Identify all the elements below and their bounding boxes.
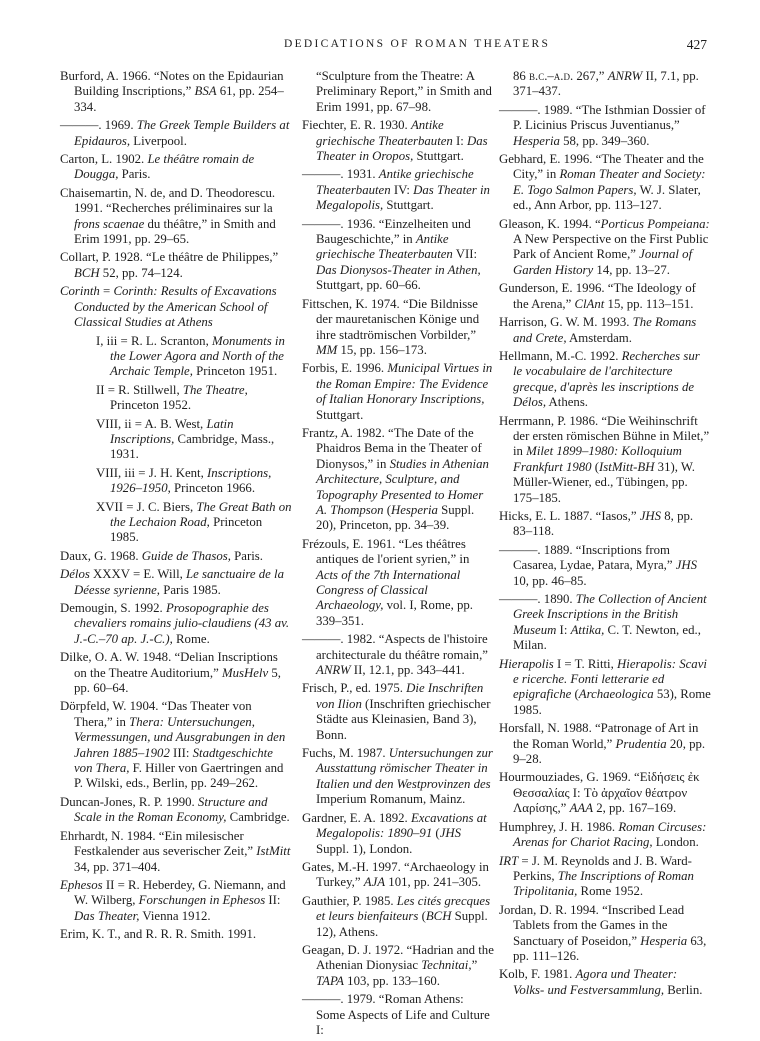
entry-text: Hicks, E. L. 1887. “Iasos,”	[499, 508, 640, 523]
entry-text: Cambridge.	[226, 810, 290, 825]
entry-text: 14, pp. 13–27.	[593, 262, 670, 277]
entry-italic-text: The Greek Temple Builders at Epidauros,	[74, 118, 290, 148]
entry-italic-text: Corinth: Results of Excavations Conducted by the American School of Classical Studies at Athens	[74, 284, 277, 330]
entry-text: XXXV = E. Will,	[89, 567, 187, 582]
entry-text: Suppl. 12), Athens.	[316, 909, 488, 939]
entry-italic-text: BCH	[425, 909, 452, 924]
entry-italic-text: Das Theater in Oropos,	[316, 133, 488, 164]
bibliography-entry	[302, 297, 494, 359]
bibliography-entry	[302, 632, 494, 678]
bibliography-entry	[60, 601, 292, 647]
entry-text: ———. 1982. “Aspects de l'histoire architecturale du théâtre romain,”	[302, 632, 488, 662]
bibliography-entry	[60, 829, 292, 875]
entry-text: A New Perspective on the First Public Park of Ancient Rome,”	[513, 232, 709, 262]
entry-italic-text: Das Theater in Megalopolis,	[316, 182, 490, 213]
entry-italic-text: Acts of the 7th International Congress of Classical Archaeology,	[316, 567, 461, 613]
entry-italic-text: Antike griechische Theaterbauten	[316, 167, 474, 197]
bibliography-column-2	[302, 69, 494, 1041]
entry-text: (	[591, 459, 600, 474]
entry-text: = J. M. Reynolds and J. B. Ward-Perkins,	[513, 853, 692, 883]
entry-italic-text: JHS	[639, 508, 662, 523]
entry-text: I:	[556, 622, 571, 637]
page-number: 427	[686, 37, 707, 52]
entry-text: IV:	[390, 182, 414, 197]
bibliography-entry	[302, 167, 494, 213]
bibliography-entry	[60, 549, 292, 564]
entry-text: 52, pp. 74–124.	[99, 265, 183, 280]
bibliography-entry	[60, 500, 292, 546]
bibliography-entry	[302, 943, 494, 989]
entry-italic-text: IstMitt	[256, 844, 291, 859]
bibliography-entry	[499, 414, 711, 506]
entry-italic-text: MM	[316, 342, 338, 357]
bibliography-entry	[499, 903, 711, 965]
entry-italic-text: Prosopographie des chevaliers romains julio-claudiens (43 av. J.-C.–70 ap. J.-C.),	[74, 601, 290, 646]
bibliography-entry	[499, 854, 711, 900]
entry-text: (	[432, 826, 440, 841]
entry-text: 53), Rome 1985.	[513, 687, 711, 717]
entry-italic-text: Untersuchungen zur Ausstattung römischer Theater in Italien und den Westprovinzen des	[316, 746, 493, 791]
bibliography-entry	[499, 657, 711, 719]
bibliography-entry	[60, 69, 292, 115]
entry-italic-text: ClAnt	[574, 296, 605, 311]
entry-italic-text: Recherches sur le vocabulaire de l'architecture grecque, d'après les inscriptions de Délos,	[513, 348, 700, 410]
bibliography-entry	[60, 567, 292, 598]
entry-text: Suppl. 1), London.	[316, 841, 413, 856]
entry-italic-text: TAPA	[316, 973, 344, 988]
entry-text: Stuttgart.	[316, 407, 364, 422]
bibliography-entry	[302, 860, 494, 891]
entry-text: I, iii = R. L. Scranton,	[96, 333, 212, 348]
entry-italic-text: The Collection of Ancient Greek Inscriptions in the British Museum	[513, 592, 707, 637]
entry-text: Frézouls, E. 1961. “Les théâtres antiques de l'orient syrien,” in	[302, 536, 470, 567]
entry-text: (	[418, 909, 426, 924]
entry-italic-text: The Romans and Crete,	[513, 315, 697, 345]
entry-text: II, 7.1, pp. 371–437.	[513, 69, 699, 99]
bibliography-entry	[60, 417, 292, 463]
entry-text: Frisch, P., ed. 1975.	[302, 681, 407, 696]
entry-italic-text: Guide de Thasos,	[141, 548, 231, 563]
bibliography-entry	[60, 284, 292, 330]
bibliography-entry	[60, 795, 292, 826]
entry-text: Duncan-Jones, R. P. 1990.	[60, 794, 198, 809]
entry-text: Suppl. 20), Princeton, pp. 34–39.	[316, 502, 475, 533]
entry-italic-text: Corinth	[60, 284, 100, 299]
bibliography-entry	[60, 250, 292, 281]
entry-italic-text: Roman Circuses: Arenas for Chariot Racing,	[513, 819, 707, 850]
entry-text: Humphrey, J. H. 1986.	[499, 819, 619, 834]
entry-italic-text: Latin Inscriptions,	[110, 416, 234, 446]
bibliography-entry	[60, 334, 292, 380]
bibliography-entry	[302, 217, 494, 294]
entry-text: Ehrhardt, N. 1984. “Ein milesischer Festkalender aus severischer Zeit,”	[60, 828, 257, 859]
entry-text: C. T. Newton, ed., Milan.	[513, 622, 701, 653]
bibliography-entry	[60, 383, 292, 414]
bibliography-entry	[60, 152, 292, 183]
bibliography-entry	[60, 466, 292, 497]
entry-text: ”	[471, 958, 478, 973]
entry-text: du théâtre,” in Smith and Erim 1991, pp. 29–65.	[74, 216, 276, 247]
entry-text: Collart, P. 1928. “Le théâtre de Philippes,”	[60, 250, 279, 265]
entry-text: 58, pp. 349–360.	[559, 133, 650, 148]
bibliography-entry	[499, 217, 711, 279]
entry-italic-text: IRT	[499, 853, 519, 868]
entry-italic-text: Ephesos	[60, 877, 103, 892]
entry-text: London.	[652, 835, 699, 850]
entry-italic-text: Municipal Virtues in the Roman Empire: The Evidence of Italian Honorary Inscriptions,	[316, 361, 493, 407]
entry-text: Frantz, A. 1982. “The Date of the Phaidros Bema in the Theater of Dionysos,” in	[302, 425, 482, 471]
entry-italic-text: The Theatre,	[182, 382, 248, 397]
entry-text: Gebhard, E. 1996. “The Theater and the City,” in	[499, 152, 704, 182]
entry-italic-text: BCH	[74, 265, 100, 280]
entry-text: 101, pp. 241–305.	[385, 875, 482, 890]
bibliography-entry	[302, 537, 494, 629]
entry-text: Princeton 1966.	[170, 481, 256, 496]
entry-text: II, 12.1, pp. 343–441.	[350, 663, 465, 678]
bibliography-entry	[302, 118, 494, 164]
entry-text: II:	[265, 893, 281, 908]
entry-italic-text: frons scaenae	[74, 216, 145, 231]
entry-text: Gauthier, P. 1985.	[302, 893, 397, 908]
entry-text: I:	[452, 133, 468, 148]
entry-text: Fiechter, E. R. 1930.	[302, 118, 411, 133]
entry-text: 20, pp. 9–28.	[513, 736, 706, 767]
entry-italic-text: Archaeologica	[578, 687, 654, 702]
entry-italic-text: Agora und Theater: Volks- und Festversammlung,	[513, 967, 678, 997]
entry-text: Vienna 1912.	[139, 908, 211, 923]
entry-text: II = R. Stillwell,	[96, 382, 183, 397]
entry-italic-text: Attika,	[570, 622, 605, 637]
entry-italic-text: AJA	[363, 875, 386, 890]
entry-text: Cambridge, Mass., 1931.	[110, 431, 275, 462]
entry-text: Fittschen, K. 1974. “Die Bildnisse der mauretanischen Könige und ihre stadtrömischen Vorbilder,”	[302, 296, 480, 342]
entry-text: Paris 1985.	[160, 582, 221, 597]
bibliography-column-3	[499, 69, 711, 1001]
bibliography-entry	[60, 699, 292, 791]
entry-text: Chaisemartin, N. de, and D. Theodorescu. 1991. “Recherches préliminaires sur la	[60, 185, 276, 216]
entry-text: Forbis, E. 1996.	[302, 361, 388, 376]
entry-text: Gunderson, E. 1996. “The Ideology of the Arena,”	[499, 281, 696, 311]
entry-italic-text: JHS	[675, 558, 698, 573]
entry-text: Amsterdam.	[566, 330, 632, 345]
entry-italic-text: Technitai,	[421, 958, 472, 973]
bibliography-entry	[60, 650, 292, 696]
entry-text: Daux, G. 1968.	[60, 548, 142, 563]
entry-italic-text: BSA	[194, 84, 217, 99]
bibliography-entry	[302, 681, 494, 743]
entry-italic-text: IstMitt-BH	[599, 459, 655, 474]
bibliography-entry	[499, 69, 711, 100]
bibliography-entry	[499, 770, 711, 816]
bibliography-entry	[499, 543, 711, 589]
entry-text: 86	[513, 69, 529, 83]
entry-text: VIII, iii = J. H. Kent,	[96, 465, 207, 480]
entry-italic-text: Hierapolis	[499, 656, 554, 671]
entry-text: ———. 1889. “Inscriptions from Casarea, Lydae, Patara, Myra,”	[499, 542, 676, 573]
bibliography-entry	[499, 281, 711, 312]
entry-text: 8, pp. 83–118.	[513, 508, 694, 539]
entry-text: 5, pp. 60–64.	[74, 665, 281, 696]
entry-text: Dörpfeld, W. 1904. “Das Theater von Thera,” in	[60, 699, 252, 729]
entry-text: Demougin, S. 1992.	[60, 601, 166, 615]
entry-text: Dilke, O. A. W. 1948. “Delian Inscriptions on the Theatre Auditorium,”	[60, 650, 278, 680]
entry-italic-text: Studies in Athenian Architecture, Sculpture, and Topography Presented to Homer A. Thompson	[316, 456, 489, 517]
entry-italic-text: Délos	[60, 567, 90, 582]
entry-text: Geagan, D. J. 1972. “Hadrian and the Athenian Dionysiac	[302, 942, 494, 973]
entry-italic-text: The Great Bath on the Lechaion Road,	[110, 499, 292, 529]
entry-italic-text: Milet 1899–1980: Kolloquium Frankfurt 1980	[513, 444, 682, 474]
entry-text: 15, pp. 156–173.	[337, 342, 427, 357]
entry-text: ———. 1979. “Roman Athens: Some Aspects of Life and Culture I:	[302, 992, 490, 1037]
entry-italic-text: JHS	[439, 826, 462, 841]
entry-text: 103, pp. 133–160.	[343, 973, 440, 988]
entry-text: Kolb, F. 1981.	[499, 967, 576, 982]
entry-text: (	[571, 687, 579, 702]
entry-italic-text: ANRW	[607, 69, 643, 83]
entry-text: 10, pp. 46–85.	[513, 573, 587, 588]
entry-text: Horsfall, N. 1988. “Patronage of Art in the Roman World,”	[499, 721, 699, 751]
entry-text: Imperium Romanum, Mainz.	[316, 792, 466, 807]
entry-text: =	[99, 284, 114, 299]
entry-text: 34, pp. 371–404.	[74, 859, 161, 874]
bibliography-entry	[302, 361, 494, 423]
entry-text: 63, pp. 111–126.	[513, 933, 707, 963]
entry-text: b.c.–a.d.	[529, 69, 574, 83]
entry-text: ———. 1969.	[60, 118, 137, 133]
entry-italic-text: The Inscriptions of Roman Tripolitania,	[513, 868, 694, 899]
entry-text: Princeton 1951.	[192, 364, 278, 379]
entry-italic-text: Journal of Garden History	[513, 247, 693, 277]
entry-italic-text: Les cités grecques et leurs bienfaiteurs	[316, 893, 491, 924]
bibliography-entry	[60, 118, 292, 149]
bibliography-entry	[499, 721, 711, 767]
entry-text: 2, pp. 167–169.	[593, 801, 677, 816]
entry-italic-text: Hesperia	[513, 133, 560, 148]
bibliography-entry	[499, 820, 711, 851]
entry-italic-text: AAA	[569, 801, 594, 816]
bibliography-entry	[499, 592, 711, 654]
bibliography-entry	[499, 103, 711, 149]
entry-italic-text: Inscriptions, 1926–1950,	[110, 465, 272, 496]
running-head: DEDICATIONS OF ROMAN THEATERS	[284, 38, 551, 50]
entry-text: Stuttgart.	[413, 149, 464, 164]
entry-text: 61, pp. 254–334.	[74, 84, 284, 114]
page-header	[0, 37, 760, 57]
entry-italic-text: Hesperia	[391, 502, 438, 517]
entry-italic-text: Die Inschriften von Ilion	[316, 681, 484, 711]
entry-text: Paris.	[230, 548, 263, 563]
entry-italic-text: Excavations at Megalopolis: 1890–91	[316, 810, 487, 841]
bibliography-entry	[499, 152, 711, 214]
bibliography-entry	[302, 992, 494, 1038]
entry-text: Fuchs, M. 1987.	[302, 746, 389, 761]
entry-text: VIII, ii = A. B. West,	[96, 416, 207, 431]
entry-text: Princeton 1985.	[110, 514, 263, 545]
entry-text: Erim, K. T., and R. R. R. Smith. 1991.	[60, 927, 257, 942]
entry-text: II = R. Heberdey, G. Niemann, and W. Wilberg,	[74, 877, 286, 908]
entry-text: Rome 1952.	[577, 884, 644, 899]
entry-italic-text: Structure and Scale in the Roman Economy,	[74, 794, 268, 825]
entry-italic-text: Le théâtre romain de Dougga,	[74, 152, 255, 182]
entry-text: (	[383, 502, 392, 517]
bibliography-entry	[302, 811, 494, 857]
entry-italic-text: Thera: Untersuchungen, Vermessungen, und Ausgrabungen in den Jahren 1885–1902	[74, 714, 286, 760]
entry-italic-text: Forschungen in Ephesos	[138, 893, 266, 908]
entry-text: XVII = J. C. Biers,	[96, 499, 197, 514]
entry-text: Liverpool.	[130, 133, 187, 148]
entry-italic-text: MusHelv	[221, 665, 269, 680]
entry-italic-text: Roman Theater and Society: E. Togo Salmon Papers,	[513, 167, 706, 197]
entry-text: Hellmann, M.-C. 1992.	[499, 348, 622, 363]
bibliography-entry	[60, 878, 292, 924]
bibliography-entry	[499, 967, 711, 998]
bibliography-column-1	[60, 69, 292, 946]
entry-text: Herrmann, P. 1986. “Die Weihinschrift der ersten römischen Bühne in Milet,” in	[499, 413, 710, 459]
entry-text: Gleason, K. 1994. “	[499, 216, 601, 231]
entry-text: Berlin.	[664, 982, 703, 997]
entry-text: ———. 1989. “The Isthmian Dossier of P. Licinius Priscus Juventianus,”	[499, 102, 706, 133]
entry-text: 267,”	[573, 69, 608, 83]
entry-text: ———. 1890.	[499, 592, 576, 606]
entry-italic-text: Prudentia	[615, 736, 667, 751]
entry-text: Stuttgart, pp. 60–66.	[316, 278, 421, 293]
bibliography-entry	[302, 894, 494, 940]
bibliography-entry	[302, 746, 494, 808]
entry-text: ———. 1936. “Einzelheiten und Baugeschichte,” in	[302, 216, 471, 247]
entry-text: Rome.	[172, 631, 210, 646]
entry-text: Paris.	[118, 167, 151, 182]
entry-text: Gardner, E. A. 1892.	[302, 810, 411, 825]
entry-text: Hourmouziades, G. 1969. “Εἰδήσεις ἐκ Θεσσαλίας I: Τὸ ἀρχαῖον θέατρον Λαρίσης,”	[499, 770, 700, 816]
entry-italic-text: Das Theater,	[74, 908, 140, 923]
entry-text: VII:	[452, 247, 478, 262]
entry-italic-text: Porticus Pompeiana:	[600, 216, 710, 231]
entry-text: F. Hiller von Gaertringen and P. Wilski, eds., Berlin, pp. 249–262.	[74, 761, 284, 791]
entry-text: Princeton 1952.	[110, 398, 192, 413]
entry-italic-text: Das Dionysos-Theater in Athen,	[316, 262, 481, 277]
bibliography-entry	[60, 927, 292, 942]
entry-text: Carton, L. 1902.	[60, 152, 148, 167]
entry-text: Gates, M.-H. 1997. “Archaeology in Turkey,”	[302, 859, 489, 890]
entry-italic-text: Hierapolis: Scavi e ricerche. Fonti letterarie ed epigrafiche	[513, 656, 707, 702]
bibliography-entry	[499, 509, 711, 540]
bibliography-entry	[302, 69, 494, 115]
entry-italic-text: Antike griechische Theaterbauten	[316, 232, 453, 262]
entry-text: ———. 1931.	[302, 167, 379, 182]
entry-text: Jordan, D. R. 1994. “Inscribed Lead Tablets from the Games in the Sanctuary of Poseidon,”	[499, 902, 685, 948]
entry-text: Harrison, G. W. M. 1993.	[499, 315, 633, 330]
entry-italic-text: Monuments in the Lower Agora and North of the Archaic Temple,	[110, 333, 285, 379]
entry-text: Athens.	[546, 395, 589, 410]
entry-text: I = T. Ritti,	[553, 656, 618, 671]
entry-text: vol. I, Rome, pp. 339–351.	[316, 598, 473, 628]
bibliography-entry	[499, 315, 711, 346]
bibliography-entry	[302, 426, 494, 534]
entry-italic-text: ANRW	[316, 663, 351, 678]
entry-italic-text: Antike griechische Theaterbauten	[316, 118, 453, 148]
entry-italic-text: Hesperia	[640, 933, 688, 948]
entry-text: III:	[169, 745, 193, 760]
entry-text: W. J. Slater, ed., Ann Arbor, pp. 113–127.	[513, 182, 701, 213]
entry-text: 15, pp. 113–151.	[604, 296, 694, 311]
bibliography-entry	[499, 349, 711, 411]
bibliography-entry	[60, 186, 292, 248]
entry-text: Burford, A. 1966. “Notes on the Epidaurian Building Inscriptions,”	[60, 69, 284, 99]
entry-italic-text: Le sanctuaire de la Déesse syrienne,	[74, 567, 285, 597]
entry-text: “Sculpture from the Theatre: A Preliminary Report,” in Smith and Erim 1991, pp. 67–98.	[316, 69, 492, 114]
entry-italic-text: Stadtgeschichte von Thera,	[74, 745, 273, 776]
entry-text: 31), W. Müller-Wiener, ed., Tübingen, pp. 175–185.	[513, 459, 696, 505]
entry-text: Stuttgart.	[383, 198, 434, 213]
entry-text: (Inschriften griechischer Städte aus Kleinasien, Band 3), Bonn.	[316, 696, 491, 742]
